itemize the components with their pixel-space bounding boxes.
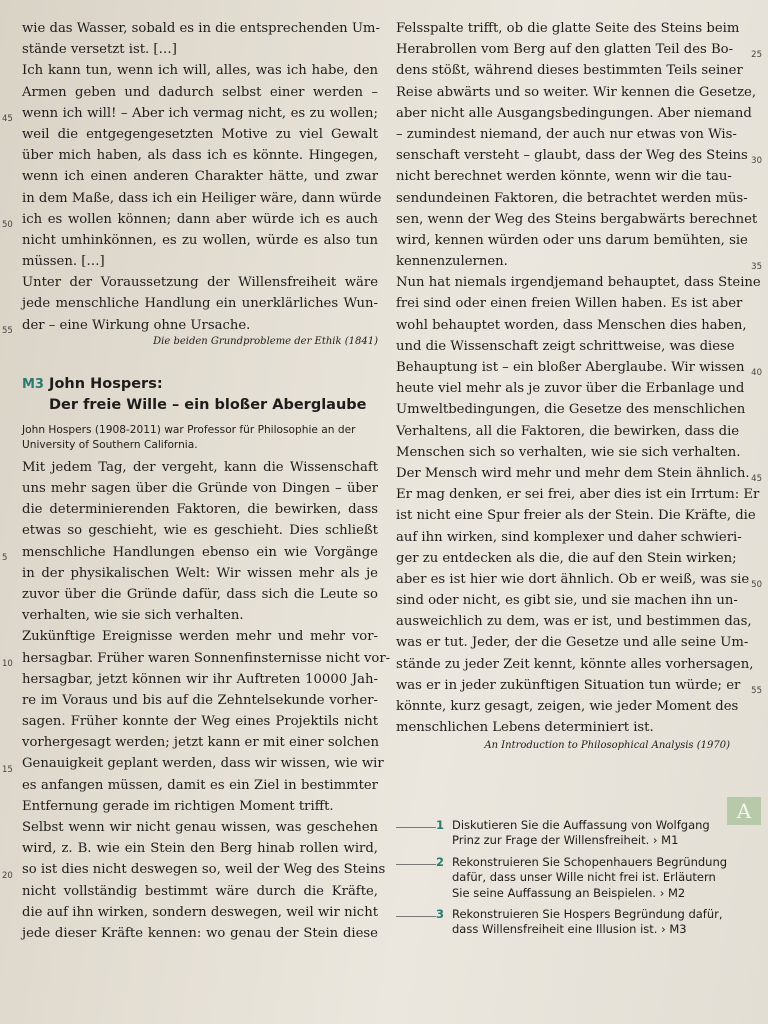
text-line: sendundeinen Faktoren, die betrachtet werden müs- bbox=[396, 190, 748, 206]
text-line: wenn ich will! – Aber ich vermag nicht, es zu wollen; bbox=[22, 105, 378, 121]
hospers-text-right bbox=[396, 18, 762, 738]
task-number: 3 bbox=[436, 907, 445, 922]
author-bio: John Hospers (1908-2011) war Professor für Philosophie an der University of Southern California. bbox=[22, 423, 356, 451]
line-number: 55 bbox=[751, 686, 762, 697]
text-line: Umweltbedingungen, die Gesetze des menschlichen bbox=[396, 402, 746, 418]
text-line: ich es wollen können; dann aber würde ich es auch bbox=[22, 211, 378, 227]
line-number: 50 bbox=[751, 580, 762, 591]
text-line: sen, wenn der Weg des Steins bergabwärts berechnet bbox=[396, 211, 758, 227]
text-line: senschaft versteht – glaubt, dass der Weg des Steins bbox=[396, 148, 748, 164]
text-line: Unter der Voraussetzung der Willensfreiheit wäre bbox=[22, 275, 378, 291]
text-line: Armen geben und dadurch selbst einer werden – bbox=[22, 84, 378, 100]
task-item bbox=[396, 855, 736, 901]
text-line: heute viel mehr als je zuvor über die Erbanlage und bbox=[396, 381, 745, 397]
task-item bbox=[396, 907, 736, 938]
text-line: nicht berechnet werden könnte, wenn wir die tau- bbox=[396, 169, 732, 185]
line-number: 45 bbox=[2, 113, 13, 124]
text-line: stände zu jeder Zeit kennt, könnte alles vorhersagen, bbox=[396, 656, 754, 672]
text-line: der – eine Wirkung ohne Ursache. bbox=[22, 317, 251, 333]
schopenhauer-text bbox=[2, 18, 382, 336]
text-line: menschliche Handlungen ebenso ein wie Vorgänge bbox=[22, 544, 378, 560]
text-line: in dem Maße, dass ich ein Heiliger wäre, dann würde bbox=[22, 190, 382, 206]
line-number: 10 bbox=[2, 658, 13, 669]
task-text: Rekonstruieren Sie Schopenhauers Begründung dafür, dass unser Wille nicht frei ist. Erläutern Sie seine Auffassung an Beispielen. › M2 bbox=[452, 854, 728, 900]
text-line: sind oder nicht, es gibt sie, und sie machen ihn un- bbox=[396, 593, 738, 609]
line-number: 40 bbox=[751, 368, 762, 379]
text-line: ger zu entdecken als die, die auf den Stein wirken; bbox=[396, 550, 737, 566]
text-line: Genauigkeit geplant werden, dass wir wissen, wie wir bbox=[22, 756, 384, 772]
task-text: Diskutieren Sie die Auffassung von Wolfgang Prinz zur Frage der Willensfreiheit. › M1 bbox=[452, 818, 710, 848]
text-line: nicht umhinkönnen, es zu wollen, würde es also tun bbox=[22, 232, 378, 248]
text-line: was er tut. Jeder, der die Gesetze und alle seine Um- bbox=[396, 635, 749, 651]
line-number: 25 bbox=[751, 50, 762, 61]
text-line: Reise abwärts und so weiter. Wir kennen die Gesetze, bbox=[396, 84, 757, 100]
task-section-badge: A bbox=[727, 797, 761, 825]
text-line: Herabrollen vom Berg auf den glatten Teil des Bo- bbox=[396, 42, 734, 58]
text-line: die auf ihn wirken, sondern deswegen, weil wir nicht bbox=[22, 904, 378, 920]
text-line: verhalten, wie sie sich verhalten. bbox=[22, 608, 244, 624]
text-line: – zumindest niemand, der auch nur etwas von Wis- bbox=[396, 126, 737, 142]
hospers-text-left bbox=[2, 457, 391, 944]
m3-heading bbox=[22, 374, 378, 415]
text-line: sagen. Früher konnte der Weg eines Projektils nicht bbox=[22, 714, 378, 730]
text-line: kennenzulernen. bbox=[396, 254, 508, 270]
text-line: etwas so geschieht, wie es geschieht. Dies schließt bbox=[22, 523, 378, 539]
task-rule bbox=[396, 864, 436, 865]
text-line: in der physikalischen Welt: Wir wissen mehr als je bbox=[22, 565, 378, 581]
line-number: 50 bbox=[2, 219, 13, 230]
text-line: aber es ist hier wie dort ähnlich. Ob er weiß, was sie bbox=[396, 571, 750, 587]
text-line: Mit jedem Tag, der vergeht, kann die Wissenschaft bbox=[22, 459, 378, 475]
text-line: ausweichlich zu dem, was er ist, und bestimmen das, bbox=[396, 614, 752, 630]
task-rule bbox=[396, 916, 436, 917]
m3-label: M3 bbox=[22, 376, 44, 392]
text-line: Ich kann tun, wenn ich will, alles, was ich habe, den bbox=[22, 63, 378, 79]
text-line: wenn ich einen anderen Charakter hätte, und zwar bbox=[22, 169, 378, 185]
text-line: Entfernung gerade im richtigen Moment trifft. bbox=[22, 798, 334, 814]
text-line: re im Voraus und bis auf die Zehntelsekunde vorher- bbox=[22, 692, 378, 708]
text-line: weil die entgegengesetzten Motive zu viel Gewalt bbox=[22, 126, 378, 142]
text-line: jede dieser Kräfte kennen: wo genau der Stein diese bbox=[22, 925, 378, 941]
text-line: menschlichen Lebens determiniert ist. bbox=[396, 720, 654, 736]
left-column bbox=[2, 18, 391, 944]
text-line: auf ihn wirken, sind komplexer und daher schwieri- bbox=[396, 529, 742, 545]
text-line: ist nicht eine Spur freier als der Stein. Die Kräfte, die bbox=[396, 508, 756, 524]
task-number: 2 bbox=[436, 854, 445, 869]
line-number: 5 bbox=[2, 552, 8, 563]
line-number: 30 bbox=[751, 156, 762, 167]
text-line: die determinierenden Faktoren, die bewirken, dass bbox=[22, 502, 378, 518]
text-line: hersagbar. Früher waren Sonnenfinsternisse nicht vor- bbox=[22, 650, 391, 666]
line-number: 35 bbox=[751, 262, 762, 273]
text-line: Der Mensch wird mehr und mehr dem Stein ähnlich. bbox=[396, 465, 750, 481]
task-text: Rekonstruieren Sie Hospers Begründung dafür, dass Willensfreiheit eine Illusion ist. › M3 bbox=[452, 907, 723, 937]
text-line: aber nicht alle Ausgangsbedingungen. Aber niemand bbox=[396, 105, 752, 121]
text-line: Felsspalte trifft, ob die glatte Seite des Steins beim bbox=[396, 21, 740, 36]
text-line: dens stößt, während dieses bestimmten Teils seiner bbox=[396, 63, 743, 79]
task-rule bbox=[396, 827, 436, 828]
text-line: jede menschliche Handlung ein unerklärliches Wun- bbox=[22, 296, 378, 312]
text-line: nicht vollständig bestimmt wäre durch die Kräfte, bbox=[22, 883, 378, 899]
text-line: es anfangen müssen, damit es ein Ziel in bestimmter bbox=[22, 777, 378, 793]
text-line: über mich haben, als dass ich es könnte. Hingegen, bbox=[22, 148, 378, 164]
text-line: wird, z. B. wie ein Stein den Berg hinab rollen wird, bbox=[22, 841, 378, 857]
schopenhauer-source: Die beiden Grundprobleme der Ethik (1841) bbox=[153, 335, 378, 347]
right-column bbox=[396, 18, 762, 760]
text-line: so ist dies nicht deswegen so, weil der Weg des Steins bbox=[22, 862, 386, 878]
task-number: 1 bbox=[436, 818, 445, 832]
task-list bbox=[396, 818, 736, 944]
text-line: könnte, kurz gesagt, zeigen, wie jeder Moment des bbox=[396, 699, 739, 714]
text-line: wird, kennen würden oder uns darum bemühten, sie bbox=[396, 232, 748, 248]
text-line: hersagbar, jetzt können wir ihr Auftreten 10000 Jah- bbox=[22, 671, 378, 687]
text-line: und die Wissenschaft zeigt schrittweise, was diese bbox=[396, 338, 735, 354]
text-line: uns mehr sagen über die Gründe von Dingen – über bbox=[22, 481, 378, 496]
text-line: Verhaltens, all die Faktoren, die bewirken, dass die bbox=[396, 423, 740, 439]
text-line: Menschen sich so verhalten, wie sie sich verhalten. bbox=[396, 444, 741, 460]
m3-title: Der freie Wille – ein bloßer Aberglaube bbox=[49, 396, 367, 413]
text-line: vorhergesagt werden; jetzt kann er mit einer solchen bbox=[22, 735, 379, 751]
text-line: Nun hat niemals irgendjemand behauptet, dass Steine bbox=[396, 275, 761, 291]
text-line: zuvor über die Gründe dafür, dass sich die Leute so bbox=[22, 586, 378, 602]
text-line: Selbst wenn wir nicht genau wissen, was geschehen bbox=[22, 820, 378, 835]
text-line: stände versetzt ist. […] bbox=[22, 42, 177, 58]
line-number: 55 bbox=[2, 325, 13, 336]
text-line: Er mag denken, er sei frei, aber dies ist ein Irrtum: Er bbox=[396, 487, 760, 503]
line-number: 45 bbox=[751, 474, 762, 485]
task-item bbox=[396, 818, 736, 849]
text-line: Zukünftige Ereignisse werden mehr und mehr vor- bbox=[22, 629, 378, 645]
m3-author: John Hospers: bbox=[49, 375, 163, 392]
line-number: 15 bbox=[2, 764, 13, 775]
line-number: 20 bbox=[2, 870, 13, 881]
text-line: wohl behauptet worden, dass Menschen dies haben, bbox=[396, 317, 747, 333]
text-line: Behauptung ist – ein bloßer Aberglaube. Wir wissen bbox=[396, 360, 745, 375]
text-line: was er in jeder zukünftigen Situation tun würde; er bbox=[396, 677, 741, 693]
hospers-source: An Introduction to Philosophical Analysis (1970) bbox=[484, 740, 730, 752]
text-line: frei sind oder einen freien Willen haben. Es ist aber bbox=[396, 296, 743, 312]
text-line: wie das Wasser, sobald es in die entsprechenden Um- bbox=[22, 21, 380, 36]
m3-title-line-1 bbox=[22, 374, 378, 395]
text-line: müssen. […] bbox=[22, 254, 105, 270]
